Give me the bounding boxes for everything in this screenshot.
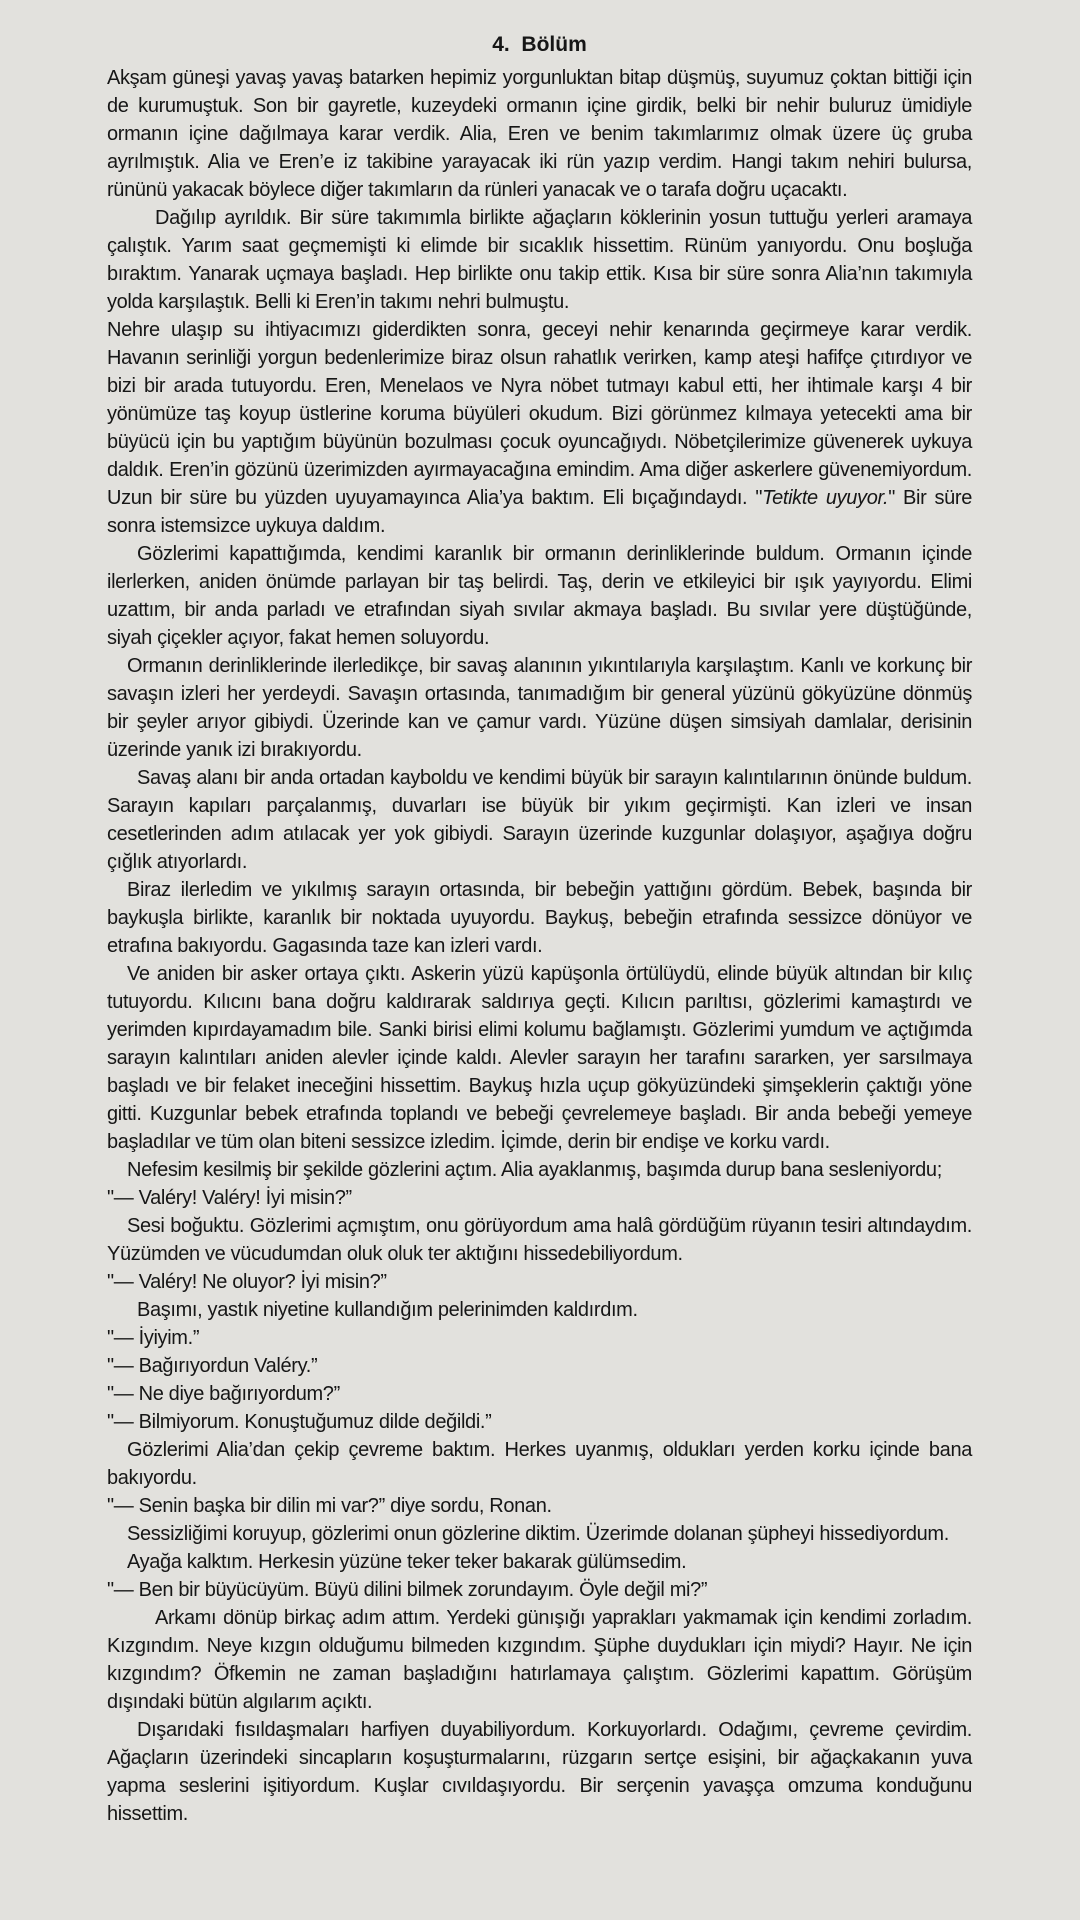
paragraph: Sesi boğuktu. Gözlerimi açmıştım, onu görüyordum ama halâ gördüğüm rüyanın tesiri altındaydım. Yüzümden ve vücudumdan oluk oluk ter aktığını hissedebiliyordum. — [107, 1215, 972, 1265]
paragraph: Ve aniden bir asker ortaya çıktı. Askerin yüzü kapüşonla örtülüydü, elinde büyük altından bir kılıç tutuyordu. Kılıcını bana doğru kaldırarak saldırıya geçti. Kılıcın parıltısı, gözlerimi kamaştırdı ve yerimden kıpırdayamadım bile. Sanki birisi elimi kolumu bağlamıştı. Gözlerimi yumdum ve açtığımda sarayın kalıntıları aniden alevler içinde kaldı. Alevler sarayın her tarafını sararken, yer sarsılmaya başladı ve bir felaket ineceğini hissettim. Baykuş hızla uçup gökyüzündeki şimşeklerin çaktığı yöne gitti. Kuzgunlar bebek etrafında toplandı ve bebeği çevrelemeye başladı. Bir anda bebeği yemeye başladılar ve tüm olan biteni sessizce izledim. İçimde, derin bir endişe ve korku vardı. — [107, 963, 972, 1153]
paragraph: Dağılıp ayrıldık. Bir süre takımımla birlikte ağaçların köklerinin yosun tuttuğu yerleri aramaya çalıştık. Yarım saat geçmemişti ki elimde bir sıcaklık hissettim. Rünüm yanıyordu. Onu boşluğa bıraktım. Yanarak uçmaya başladı. Hep birlikte onu takip ettik. Kısa bir süre sonra Alia’nın takımıyla yolda karşılaştık. Belli ki Eren’in takımı nehri bulmuştu. — [107, 207, 972, 313]
dialogue-line: "— İyiyim.” — [107, 1327, 200, 1349]
dialogue-line: "— Valéry! Ne oluyor? İyi misin?” — [107, 1271, 387, 1293]
paragraph: Gözlerimi kapattığımda, kendimi karanlık bir ormanın derinliklerinde buldum. Ormanın içinde ilerlerken, aniden önümde parlayan bir taş belirdi. Taş, derin ve etkileyici bir ışık yayıyordu. Elimi uzattım, bir anda parladı ve etrafından siyah sıvılar akmaya başladı. Bu sıvılar yere düştüğünde, siyah çiçekler açıyor, fakat hemen soluyordu. — [107, 543, 972, 649]
dialogue-line: "— Bağırıyordun Valéry.” — [107, 1355, 318, 1377]
paragraph: Biraz ilerledim ve yıkılmış sarayın ortasında, bir bebeğin yattığını gördüm. Bebek, başında bir baykuşla birlikte, karanlık bir noktada uyuyordu. Baykuş, bebeğin etrafında sessizce dönüyor ve etrafına bakıyordu. Gagasında taze kan izleri vardı. — [107, 879, 972, 957]
paragraph: Nehre ulaşıp su ihtiyacımızı giderdikten sonra, geceyi nehir kenarında geçirmeye karar verdik. Havanın serinliği yorgun bedenlerimize biraz olsun rahatlık verirken, kamp ateşi hafifçe çıtırdıyor ve bizi bir arada tutuyordu. Eren, Menelaos ve Nyra nöbet tutmayı kabul etti, her ihtimale karşı 4 bir yönümüze taş koyup üstlerine koruma büyüleri okudum. Bizi görünmez kılmaya yetecekti ama bir büyücü için bu yaptığım büyünün bozulması çocuk oyuncağıydı. Nöbetçilerimize güvenerek uykuya daldık. Eren’in gözünü üzerimizden ayırmayacağına emindim. Ama diğer askerlere güvenemiyordum. Uzun bir süre bu yüzden uyuyamayınca Alia’ya baktım. Eli bıçağındaydı. "Tetikte uyuyor." Bir süre sonra istemsizce uykuya daldım. — [107, 319, 972, 537]
chapter-body — [107, 64, 972, 1828]
dialogue-line: "— Ne diye bağırıyordum?” — [107, 1383, 340, 1405]
chapter-title: 4. Bölüm — [492, 33, 587, 56]
paragraph: Ormanın derinliklerinde ilerledikçe, bir savaş alanının yıkıntılarıyla karşılaştım. Kanlı ve korkunç bir savaşın izleri her yerdeydi. Savaşın ortasında, tanımadığım bir general yüzünü gökyüzüne dönmüş bir şeyler arıyor gibiydi. Üzerinde kan ve çamur vardı. Yüzüne düşen simsiyah damlalar, derisinin üzerinde yanık izi bırakıyordu. — [107, 655, 972, 761]
paragraph: Gözlerimi Alia’dan çekip çevreme baktım. Herkes uyanmış, oldukları yerden korku içinde bana bakıyordu. — [107, 1439, 972, 1489]
dialogue-line: "— Ben bir büyücüyüm. Büyü dilini bilmek zorundayım. Öyle değil mi?” — [107, 1579, 708, 1601]
paragraph: Akşam güneşi yavaş yavaş batarken hepimiz yorgunluktan bitap düşmüş, suyumuz çoktan bittiği için de kurumuştuk. Son bir gayretle, kuzeydeki ormanın içine girdik, belki bir nehir buluruz ümidiyle ormanın içine dağılmaya karar verdik. Alia, Eren ve benim takımlarımız olmak üzere üç gruba ayrılmıştık. Alia ve Eren’e iz takibine yarayacak iki rün yazıp verdim. Hangi takım nehiri bulursa, rününü yakacak böylece diğer takımların da rünleri yanacak ve o tarafa doğru uçacaktı. — [107, 67, 972, 201]
paragraph: Başımı, yastık niyetine kullandığım pelerinimden kaldırdım. — [137, 1299, 638, 1321]
paragraph: Arkamı dönüp birkaç adım attım. Yerdeki günışığı yaprakları yakmamak için kendimi zorladım. Kızgındım. Neye kızgın olduğumu bilmeden kızgındım. Şüphe duydukları için miydi? Hayır. Ne için kızgındım? Öfkemin ne zaman başladığını hatırlamaya çalıştım. Gözlerimi kapattım. Görüşüm dışındaki bütün algılarım açıktı. — [107, 1607, 972, 1713]
paragraph: Dışarıdaki fısıldaşmaları harfiyen duyabiliyordum. Korkuyorlardı. Odağımı, çevreme çevirdim. Ağaçların üzerindeki sincapların koşuşturmalarını, rüzgarın sertçe esişini, bir ağaçkakanın yuva yapma seslerini işitiyordum. Kuşlar cıvıldaşıyordu. Bir serçenin yavaşça omzuma konduğunu hissettim. — [107, 1719, 972, 1825]
dialogue-line: "— Valéry! Valéry! İyi misin?” — [107, 1187, 352, 1209]
paragraph: Nefesim kesilmiş bir şekilde gözlerini açtım. Alia ayaklanmış, başımda durup bana sesleniyordu; — [127, 1159, 942, 1181]
paragraph: Ayağa kalktım. Herkesin yüzüne teker teker bakarak gülümsedim. — [127, 1551, 687, 1573]
dialogue-line: "— Senin başka bir dilin mi var?” diye sordu, Ronan. — [107, 1495, 552, 1517]
paragraph: Savaş alanı bir anda ortadan kayboldu ve kendimi büyük bir sarayın kalıntılarının önünde buldum. Sarayın kapıları parçalanmış, duvarları ise büyük bir yıkım geçirmişti. Kan izleri ve insan cesetlerinden adım atılacak yer yok gibiydi. Sarayın üzerinde kuzgunlar dolaşıyor, aşağıya doğru çığlık atıyorlardı. — [107, 767, 972, 873]
dialogue-line: "— Bilmiyorum. Konuştuğumuz dilde değildi.” — [107, 1411, 492, 1433]
paragraph: Sessizliğimi koruyup, gözlerimi onun gözlerine diktim. Üzerimde dolanan şüpheyi hissediyordum. — [127, 1523, 949, 1545]
